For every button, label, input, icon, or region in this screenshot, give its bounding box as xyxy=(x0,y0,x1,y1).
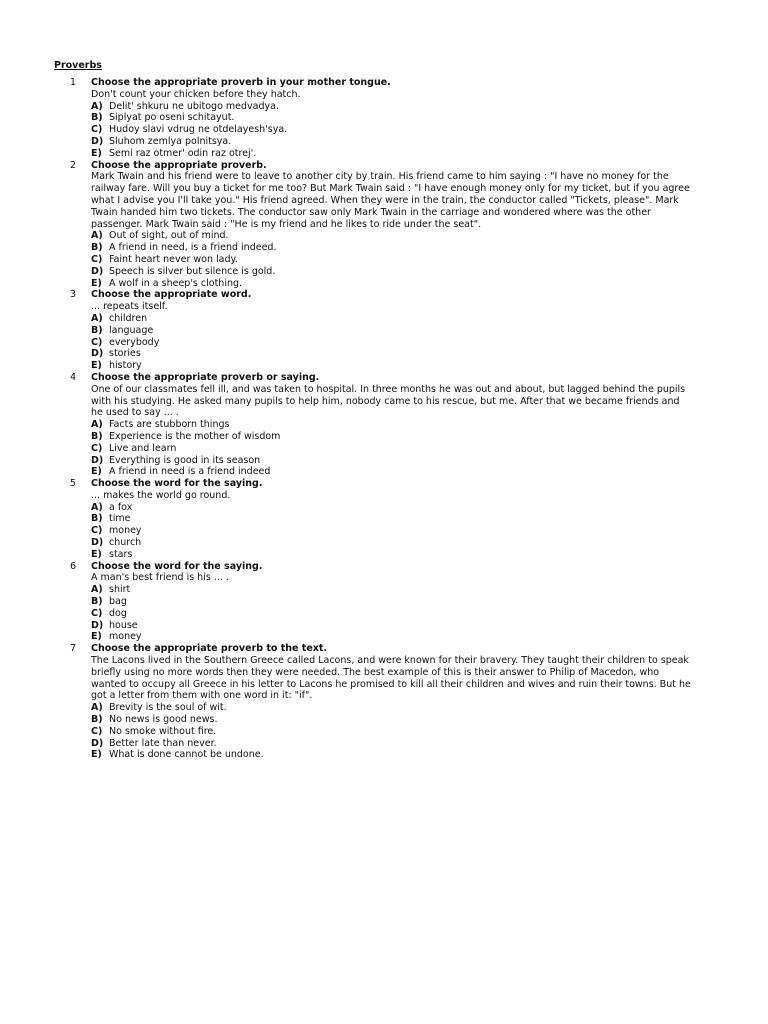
option-c xyxy=(91,726,694,738)
option-letter: A) xyxy=(91,702,103,714)
option-text: Semi raz otmer' odin raz otrej'. xyxy=(109,147,257,159)
option-letter: D) xyxy=(91,135,104,147)
option-letter: C) xyxy=(91,442,103,454)
option-a xyxy=(91,101,694,113)
option-text: A friend in need is a friend indeed xyxy=(109,466,271,478)
option-b xyxy=(91,112,694,124)
option-letter: D) xyxy=(91,537,104,549)
option-text: Everything is good in its season xyxy=(109,454,261,466)
option-letter: B) xyxy=(91,324,103,336)
answer-options xyxy=(91,502,694,561)
option-text: Brevity is the soul of wit. xyxy=(109,702,227,714)
option-letter: E) xyxy=(91,466,102,478)
question-number: 2 xyxy=(70,159,77,171)
option-letter: D) xyxy=(91,454,104,466)
option-a xyxy=(91,230,694,242)
option-b xyxy=(91,596,694,608)
question-prompt: Choose the appropriate proverb to the text. xyxy=(91,643,328,655)
option-a xyxy=(91,419,694,431)
question-prompt: Choose the word for the saying. xyxy=(91,478,263,490)
question-prompt: Choose the appropriate word. xyxy=(91,289,252,301)
option-text: dog xyxy=(109,607,127,619)
option-text: church xyxy=(109,537,142,549)
question-list xyxy=(54,77,694,761)
option-b xyxy=(91,242,694,254)
option-text: No smoke without fire. xyxy=(109,725,217,737)
question-3 xyxy=(54,289,694,372)
question-6 xyxy=(54,561,694,644)
option-text: bag xyxy=(109,596,127,608)
question-text: A man's best friend is his ... . xyxy=(91,572,229,584)
option-letter: E) xyxy=(91,277,102,289)
option-text: Speech is silver but silence is gold. xyxy=(109,265,276,277)
option-c xyxy=(91,337,694,349)
option-b xyxy=(91,714,694,726)
question-text: The Lacons lived in the Southern Greece called Lacons, and were known for their bravery. They taught their children to speak briefly using no more words then they were needed. The best example of this is their answer to Philip of Macedon, who wanted to occupy all Greece in his letter to Lacons he promised to kill all their children and wives and ruin their towns. But he got a letter from them with one word in it: "if". xyxy=(91,655,691,702)
option-letter: D) xyxy=(91,348,104,360)
option-letter: E) xyxy=(91,548,102,560)
question-1 xyxy=(54,77,694,160)
option-letter: B) xyxy=(91,430,103,442)
option-letter: A) xyxy=(91,230,103,242)
option-letter: B) xyxy=(91,596,103,608)
option-letter: C) xyxy=(91,525,103,537)
option-text: Experience is the mother of wisdom xyxy=(109,430,281,442)
option-c xyxy=(91,525,694,537)
option-b xyxy=(91,325,694,337)
option-text: money xyxy=(109,631,142,643)
question-text: ... makes the world go round. xyxy=(91,489,231,501)
option-text: Better late than never. xyxy=(109,737,217,749)
option-letter: E) xyxy=(91,360,102,372)
option-c xyxy=(91,608,694,620)
option-letter: B) xyxy=(91,513,103,525)
option-text: Hudoy slavi vdrug ne otdelayesh'sya. xyxy=(109,124,288,136)
option-letter: B) xyxy=(91,714,103,726)
option-letter: E) xyxy=(91,147,102,159)
option-text: A wolf in a sheep's clothing. xyxy=(109,277,243,289)
option-text: children xyxy=(109,312,148,324)
question-2 xyxy=(54,160,694,290)
option-letter: E) xyxy=(91,749,102,761)
option-text: shirt xyxy=(109,584,131,596)
option-a xyxy=(91,584,694,596)
option-text: language xyxy=(109,324,154,336)
option-letter: C) xyxy=(91,336,103,348)
option-letter: A) xyxy=(91,100,103,112)
option-text: a fox xyxy=(109,501,133,513)
option-letter: D) xyxy=(91,737,104,749)
option-b xyxy=(91,513,694,525)
option-a xyxy=(91,502,694,514)
question-prompt: Choose the appropriate proverb or saying. xyxy=(91,371,320,383)
question-4 xyxy=(54,372,694,478)
option-letter: A) xyxy=(91,312,103,324)
option-text: Faint heart never won lady. xyxy=(109,253,238,265)
answer-options xyxy=(91,419,694,478)
option-letter: C) xyxy=(91,725,103,737)
option-a xyxy=(91,702,694,714)
option-text: money xyxy=(109,525,142,537)
answer-options xyxy=(91,101,694,160)
question-text: Don't count your chicken before they hatch. xyxy=(91,88,301,100)
option-e xyxy=(91,360,694,372)
option-text: Live and learn xyxy=(109,442,177,454)
question-prompt: Choose the appropriate proverb. xyxy=(91,159,267,171)
option-a xyxy=(91,313,694,325)
option-text: stars xyxy=(109,548,133,560)
option-text: history xyxy=(109,360,142,372)
option-text: A friend in need, is a friend indeed. xyxy=(109,242,277,254)
question-7 xyxy=(54,643,694,761)
option-b xyxy=(91,431,694,443)
option-letter: C) xyxy=(91,607,103,619)
option-letter: C) xyxy=(91,124,103,136)
document-title: Proverbs xyxy=(54,60,102,71)
option-text: everybody xyxy=(109,336,160,348)
question-text: One of our classmates fell ill, and was taken to hospital. In three months he was out and about, but lagged behind the pupils with his studying. He asked many pupils to help him, nobody came to his rescue, but me. After that we became friends and he used to say ... . xyxy=(91,383,686,419)
option-text: time xyxy=(109,513,131,525)
option-text: Facts are stubborn things xyxy=(109,419,230,431)
option-d xyxy=(91,620,694,632)
question-number: 5 xyxy=(70,478,77,490)
question-text: Mark Twain and his friend were to leave to another city by train. His friend came to him saying : "I have no money for the railway fare. Will you buy a ticket for me too? But Mark Twain said : "I have enough money only for my ticket, but if you agree what I advise you I'll take you." His friend agreed. When they were in the train, the conductor called "Tickets, please". Mark Twain handed him two tickets. The conductor saw only Mark Twain in the carriage and wondered where was the other passenger. Mark Twain said : "He is my friend and he likes to ride under the seat". xyxy=(91,171,690,230)
option-e xyxy=(91,278,694,290)
option-d xyxy=(91,537,694,549)
option-letter: C) xyxy=(91,253,103,265)
option-text: Out of sight, out of mind. xyxy=(109,230,229,242)
option-text: stories xyxy=(109,348,141,360)
option-e xyxy=(91,631,694,643)
option-e xyxy=(91,549,694,561)
option-letter: A) xyxy=(91,584,103,596)
question-text: ... repeats itself. xyxy=(91,301,168,313)
question-number: 3 xyxy=(70,289,77,301)
question-prompt: Choose the appropriate proverb in your mother tongue. xyxy=(91,77,391,88)
question-number: 1 xyxy=(70,77,77,88)
option-letter: A) xyxy=(91,419,103,431)
answer-options xyxy=(91,702,694,761)
option-text: Siplyat po oseni schitayut. xyxy=(109,112,235,124)
option-e xyxy=(91,148,694,160)
option-d xyxy=(91,136,694,148)
option-text: No news is good news. xyxy=(109,714,218,726)
option-letter: A) xyxy=(91,501,103,513)
option-letter: D) xyxy=(91,265,104,277)
option-letter: B) xyxy=(91,112,103,124)
option-c xyxy=(91,254,694,266)
option-letter: D) xyxy=(91,619,104,631)
question-number: 6 xyxy=(70,560,77,572)
question-prompt: Choose the word for the saying. xyxy=(91,560,263,572)
answer-options xyxy=(91,230,694,289)
question-number: 7 xyxy=(70,643,77,655)
question-5 xyxy=(54,478,694,561)
option-letter: B) xyxy=(91,242,103,254)
option-text: What is done cannot be undone. xyxy=(109,749,264,761)
option-e xyxy=(91,749,694,761)
answer-options xyxy=(91,584,694,643)
option-c xyxy=(91,443,694,455)
option-d xyxy=(91,266,694,278)
question-number: 4 xyxy=(70,371,77,383)
option-e xyxy=(91,466,694,478)
option-c xyxy=(91,124,694,136)
option-d xyxy=(91,348,694,360)
answer-options xyxy=(91,313,694,372)
option-text: Delit' shkuru ne ubitogo medvadya. xyxy=(109,100,279,112)
option-letter: E) xyxy=(91,631,102,643)
option-d xyxy=(91,455,694,467)
option-text: Sluhom zemlya polnitsya. xyxy=(109,135,232,147)
option-text: house xyxy=(109,619,138,631)
option-d xyxy=(91,738,694,750)
